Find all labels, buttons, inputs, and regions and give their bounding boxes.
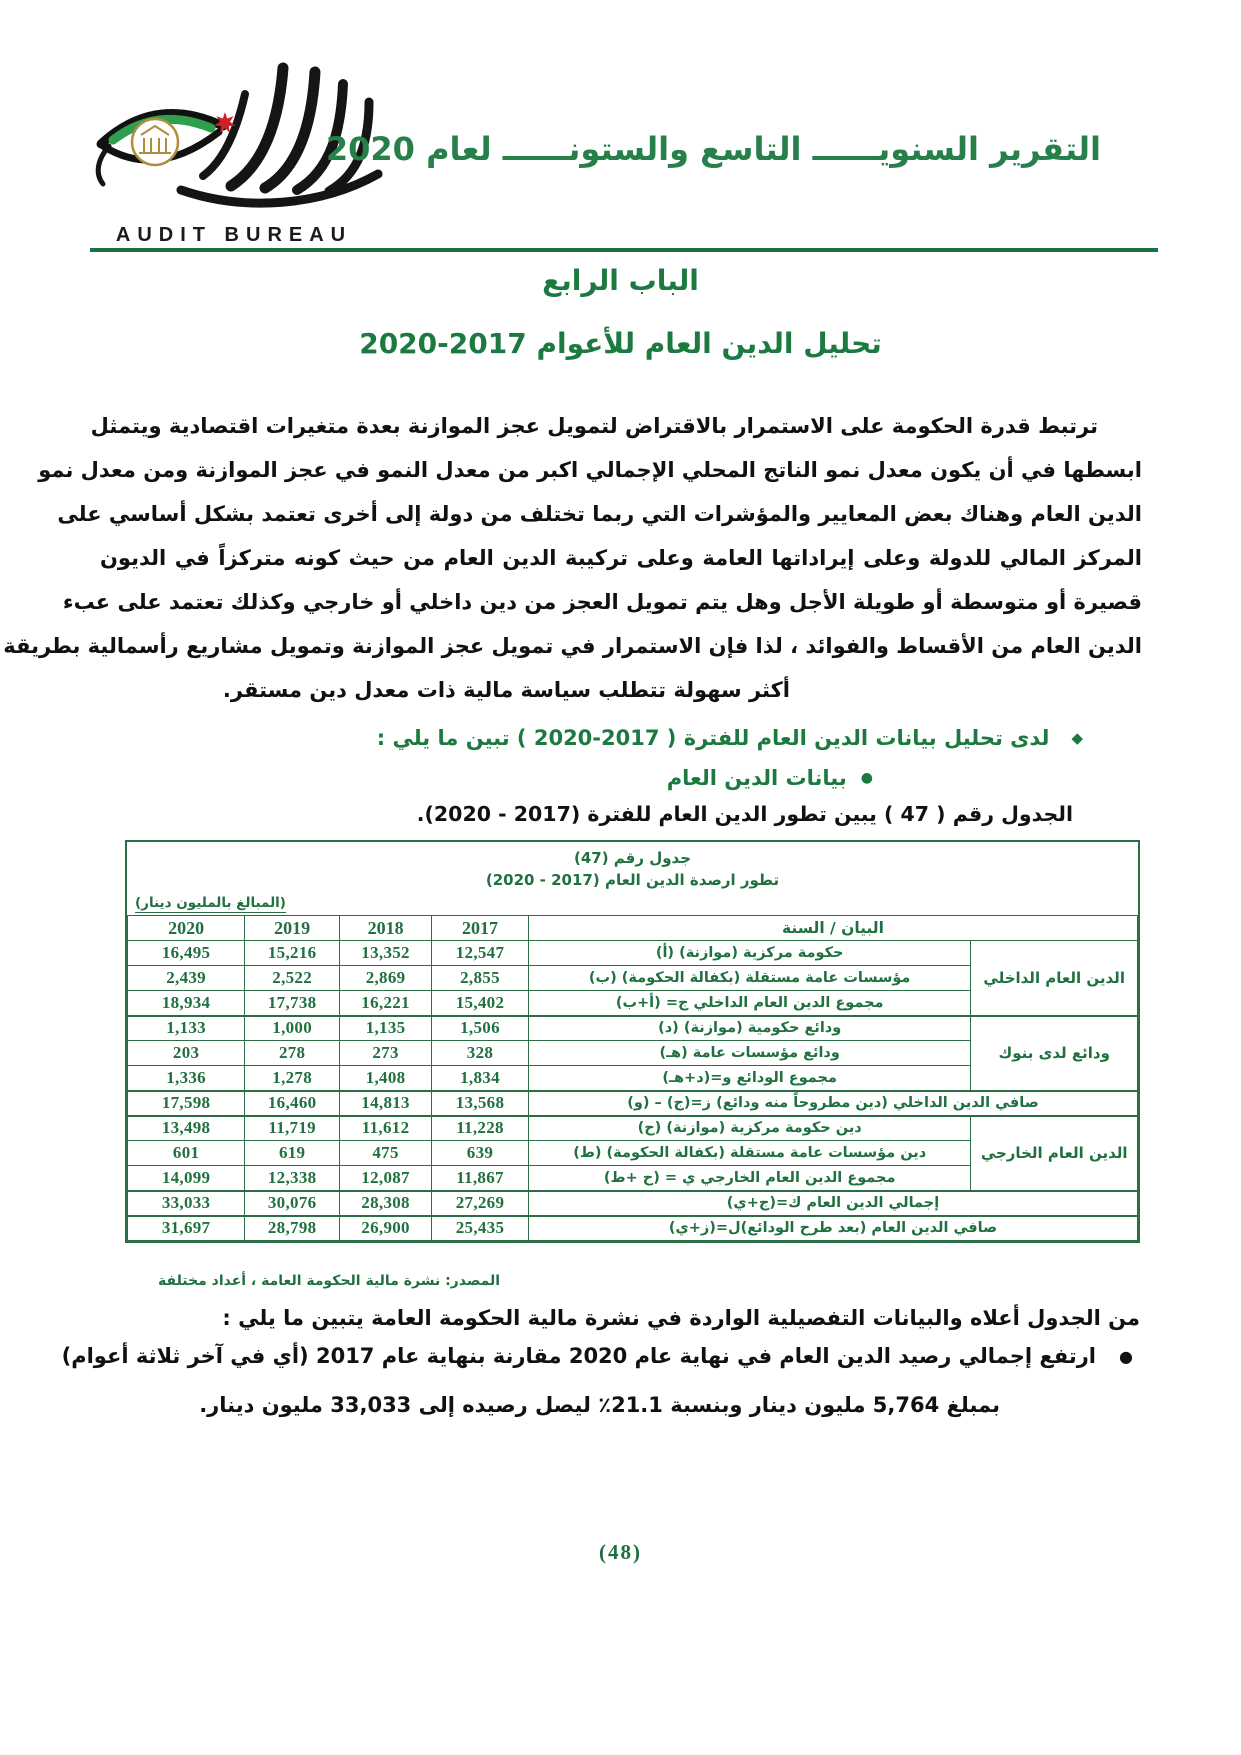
round-bullet-icon: ● [860,770,873,786]
bullet-text: لدى تحليل بيانات الدين العام للفترة ( 2017‏-2020 ) تبين ما يلي : [376,726,1050,750]
table-row: مجموع الدين العام الخارجي ي = (ح +ط) 11,867 12,087 12,338 14,099 [128,1166,1138,1191]
col-label: البيان / السنة [528,916,1137,941]
black-bullet-icon: ● [1119,1347,1133,1366]
bullet-text: بيانات الدين العام [666,766,847,790]
table-row-total-debt: إجمالي الدين العام ك=(ج+ي) 27,269 28,308 30,076 33,033 [128,1191,1138,1216]
paragraph-line: المركز المالي للدولة وعلى إيراداتها العامة وعلى تركيبة الدين العام من حيث كونه متركزاً في الديون [100,546,1142,570]
table-row-net-internal: صافي الدين الداخلي (دين مطروحاً منه ودائع) ز=(ج) – (و) 13,568 14,813 16,460 17,598 [128,1091,1138,1116]
table-unit-note: (المبالغ بالمليون دينار) [135,895,286,911]
analysis-bullet-line1: ارتفع إجمالي رصيد الدين العام في نهاية عام 2020 مقارنة بنهاية عام 2017 (أي في آخر ثلاثة أعوام) [61,1344,1096,1368]
year-2019: 2019 [245,916,340,941]
diamond-bullet-icon: ◆ [1071,729,1083,747]
table-row: ودائع مؤسسات عامة (هـ) 328 273 278 203 [128,1041,1138,1066]
table-row: دين مؤسسات عامة مستقلة (بكفالة الحكومة) (ط) 639 475 619 601 [128,1141,1138,1166]
table-row-net-debt: صافي الدين العام (بعد طرح الودائع)ل=(ز+ي) 25,435 26,900 28,798 31,697 [128,1216,1138,1241]
table-row: مجموع الدين العام الداخلي ج= (أ+ب) 15,402 16,221 17,738 18,934 [128,991,1138,1016]
paragraph-line: الدين العام وهناك بعض المعايير والمؤشرات التي ربما تختلف من دولة إلى أخرى تعتمد بشكل أساسي على [57,502,1142,526]
paragraph-line: ترتبط قدرة الحكومة على الاستمرار بالاقتراض لتمويل عجز الموازنة بعدة متغيرات اقتصادية ويتمثل [90,414,1098,438]
debt-data-grid [127,915,1138,1241]
analysis-bullet-line2: بمبلغ 5,764 مليون دينار وبنسبة 21.1‏٪ ليصل رصيده إلى 33,033 مليون دينار. [199,1393,1000,1417]
bullet-analysis-period [377,726,1083,750]
table-header-row [128,916,1138,941]
table-subtitle: تطور ارصدة الدين العام (2017 ‏- 2020) [485,871,780,889]
table-row: الدين العام الخارجي دين حكومة مركزية (موازنة) (ح) 11,228 11,612 11,719 13,498 [128,1116,1138,1141]
table-row: ودائع لدى بنوك ودائع حكومية (موازنة) (د) 1,506 1,135 1,000 1,133 [128,1016,1138,1041]
group-internal-debt: الدين العام الداخلي [971,941,1138,1016]
year-2018: 2018 [340,916,432,941]
year-2017: 2017 [432,916,529,941]
page-number: (48) [599,1540,642,1564]
bullet-debt-data [667,766,873,790]
table-row: مجموع الودائع و=(د+هـ) 1,834 1,408 1,278 1,336 [128,1066,1138,1091]
paragraph-line: الدين العام من الأقساط والفوائد ، لذا فإن الاستمرار في تمويل عجز الموازنة وتمويل مشاريع رأسمالية بطريقة [3,634,1142,658]
logo-caption: AUDIT BUREAU [115,224,353,246]
paragraph-line: أكثر سهولة تتطلب سياسة مالية ذات معدل دين مستقر. [222,678,790,702]
table-reference-line: الجدول رقم ( 47 ) يبين تطور الدين العام للفترة (2017 ‏- 2020). [416,802,1073,826]
group-external-debt: الدين العام الخارجي [971,1116,1138,1191]
group-bank-deposits: ودائع لدى بنوك [971,1016,1138,1091]
report-title: التقرير السنويــــــ التاسع والستونــــــ لعام 2020 [325,130,1101,168]
intro-paragraph [3,414,1142,722]
chapter-title: الباب الرابع [542,264,699,297]
chapter-subtitle: تحليل الدين العام للأعوام 2017‏-2020 [359,327,882,360]
table-source: المصدر: نشرة مالية الحكومة العامة ، أعداد مختلفة [158,1273,501,1289]
paragraph-line: ابسطها في أن يكون معدل نمو الناتج المحلي الإجمالي اكبر من معدل النمو في عجز الموازنة ومن معدل نمو [38,458,1142,482]
year-2020: 2020 [128,916,245,941]
table-title: جدول رقم (47) [573,849,692,867]
table-row: مؤسسات عامة مستقلة (بكفالة الحكومة) (ب) 2,855 2,869 2,522 2,439 [128,966,1138,991]
header-divider [90,248,1158,252]
debt-table [125,840,1140,1243]
table-row: الدين العام الداخلي حكومة مركزية (موازنة) (أ) 12,547 13,352 15,216 16,495 [128,941,1138,966]
paragraph-line: قصيرة أو متوسطة أو طويلة الأجل وهل يتم تمويل العجز من دين داخلي أو خارجي وكذلك تعتمد على عبء [62,590,1142,614]
analysis-intro: من الجدول أعلاه والبيانات التفصيلية الواردة في نشرة مالية الحكومة العامة يتبين ما يلي : [222,1306,1140,1330]
